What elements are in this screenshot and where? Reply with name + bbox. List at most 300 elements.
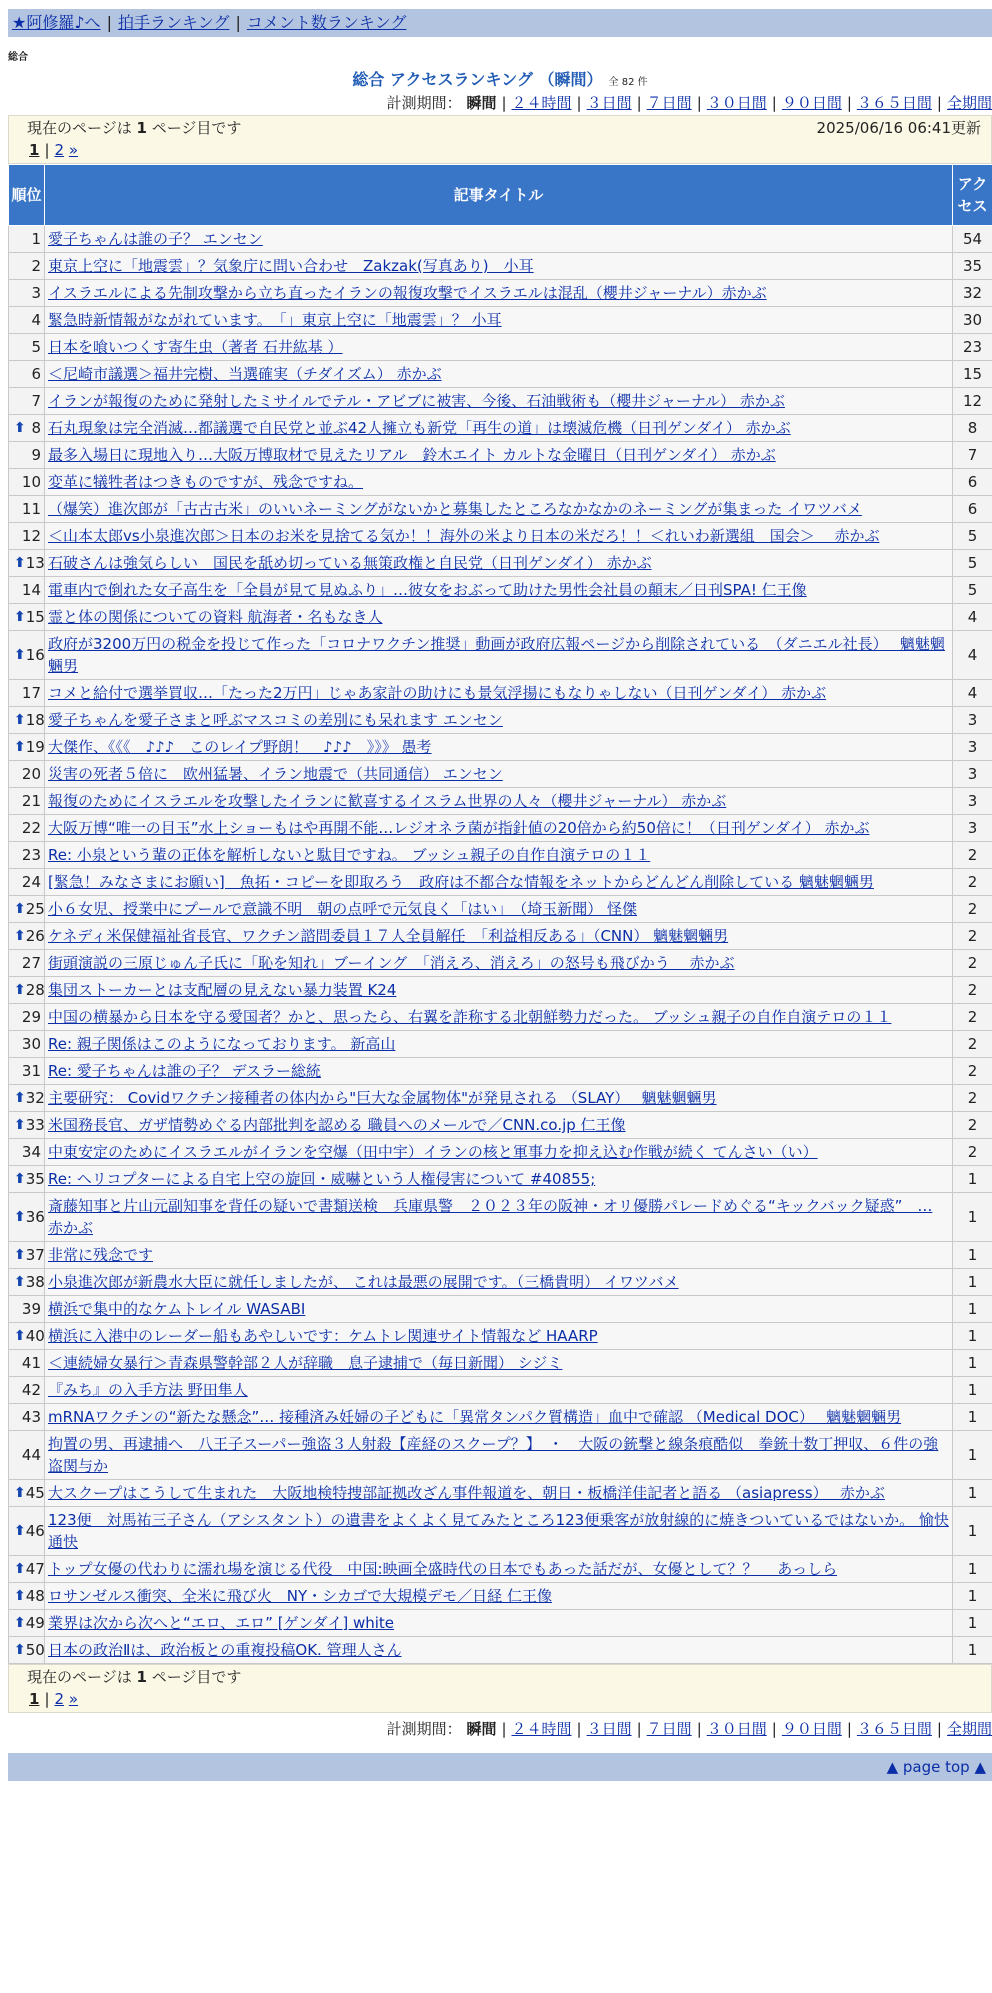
period-90d[interactable]: ９０日間 bbox=[782, 94, 842, 112]
rank-up-arrow-icon: ⬆ bbox=[14, 1168, 26, 1190]
rank-cell bbox=[9, 1004, 45, 1031]
title-cell bbox=[45, 1610, 953, 1637]
period-all[interactable]: 全期間 bbox=[947, 94, 992, 112]
article-title-link[interactable]: 中国の横暴から日本を守る愛国者？かと、思ったら、右翼を詐称する北朝鮮勢力だった。 ブッシュ親子の自作自演テロの１１ bbox=[48, 1008, 891, 1026]
period-all[interactable]: 全期間 bbox=[947, 1720, 992, 1738]
access-count: 4 bbox=[953, 604, 992, 631]
article-title-link[interactable]: 斎藤知事と片山元副知事を背任の疑いで書類送検 兵庫県警 ２０２３年の阪神・オリ優勝パレードめぐる“キックバック疑惑” … 赤かぶ bbox=[48, 1197, 932, 1237]
access-count: 54 bbox=[953, 226, 992, 253]
access-count: 1 bbox=[953, 1556, 992, 1583]
access-count: 12 bbox=[953, 388, 992, 415]
ranking-table bbox=[8, 164, 992, 1664]
access-count: 30 bbox=[953, 307, 992, 334]
period-90d[interactable]: ９０日間 bbox=[782, 1720, 842, 1738]
rank-number: 19 bbox=[26, 738, 45, 756]
article-title-link[interactable]: 災害の死者５倍に 欧州猛暑、イラン地震で（共同通信） エンセン bbox=[48, 765, 503, 783]
rank-up-arrow-icon: ⬆ bbox=[14, 1206, 26, 1228]
page-2-link[interactable]: 2 bbox=[55, 141, 65, 159]
rank-number: 45 bbox=[26, 1484, 45, 1502]
rank-cell bbox=[9, 1193, 45, 1242]
title-cell bbox=[45, 604, 953, 631]
article-title-link[interactable]: ＜山本太郎vs小泉進次郎＞日本のお米を見捨てる気か！！海外の米より日本の米だろ！！＜れいわ新選組 国会＞ 赤かぶ bbox=[48, 527, 879, 545]
article-title-link[interactable]: 集団ストーカーとは支配層の見えない暴力装置 K24 bbox=[48, 981, 396, 999]
period-current: 瞬間 bbox=[466, 94, 496, 112]
title-cell bbox=[45, 415, 953, 442]
footer-bar bbox=[8, 1753, 992, 1781]
rank-number: 25 bbox=[26, 900, 45, 918]
rank-cell bbox=[9, 631, 45, 680]
article-title-link[interactable]: 日本の政治Ⅱは、政治板との重複投稿OK. 管理人さん bbox=[48, 1641, 402, 1659]
title-cell bbox=[45, 550, 953, 577]
rank-number: 15 bbox=[26, 608, 45, 626]
access-count: 2 bbox=[953, 1112, 992, 1139]
article-title-link[interactable]: （爆笑）進次郎が「古古古米」のいいネーミングがないかと募集したところなかなかのネーミングが集まった イワツバメ bbox=[48, 500, 862, 518]
rank-number: 37 bbox=[26, 1246, 45, 1264]
pagination-box-top: 現在のページは 1 ページ目です 2025/06/16 06:41更新 1 | 2 » bbox=[8, 115, 992, 164]
title-cell bbox=[45, 334, 953, 361]
rank-up-arrow-icon: ⬆ bbox=[14, 979, 26, 1001]
article-title-link[interactable]: 電車内で倒れた女子高生を「全員が見て見ぬふり」…彼女をおぶって助けた男性会社員の顛末／日刊SPA! 仁王像 bbox=[48, 581, 807, 599]
rank-cell bbox=[9, 1269, 45, 1296]
title-cell bbox=[45, 1637, 953, 1664]
access-count: 2 bbox=[953, 869, 992, 896]
rank-up-arrow-icon: ⬆ bbox=[14, 417, 26, 439]
access-count: 4 bbox=[953, 631, 992, 680]
rank-up-arrow-icon: ⬆ bbox=[14, 1244, 26, 1266]
rank-cell bbox=[9, 1323, 45, 1350]
rank-cell bbox=[9, 734, 45, 761]
rank-up-arrow-icon: ⬆ bbox=[14, 644, 26, 666]
rank-cell bbox=[9, 1404, 45, 1431]
table-row bbox=[9, 523, 992, 550]
title-cell bbox=[45, 977, 953, 1004]
rank-cell bbox=[9, 1377, 45, 1404]
article-title-link[interactable]: 日本を喰いつくす寄生虫（著者 石井紘基 ） bbox=[48, 338, 343, 356]
rank-number: 18 bbox=[26, 711, 45, 729]
table-row bbox=[9, 388, 992, 415]
rank-number: 49 bbox=[26, 1614, 45, 1632]
article-title-link[interactable]: ＜尼崎市議選＞福井完樹、当選確実（チダイズム） 赤かぶ bbox=[48, 365, 442, 383]
period-3d[interactable]: ３日間 bbox=[587, 1720, 632, 1738]
table-row bbox=[9, 842, 992, 869]
rank-cell bbox=[9, 788, 45, 815]
page-top-link[interactable]: ▲ page top ▲ bbox=[887, 1758, 986, 1776]
period-selector-bottom: 計測期間： 瞬間 | ２４時間 | ３日間 | ７日間 | ３０日間 | ９０日間 | ３６５日間 | 全期間 bbox=[8, 1717, 992, 1741]
article-title-link[interactable]: Re: 親子関係はこのようになっております。 新高山 bbox=[48, 1035, 395, 1053]
period-30d[interactable]: ３０日間 bbox=[707, 1720, 767, 1738]
rank-number: 23 bbox=[22, 846, 41, 864]
access-count: 2 bbox=[953, 1031, 992, 1058]
rank-cell bbox=[9, 1583, 45, 1610]
rank-number: 3 bbox=[31, 284, 41, 302]
table-row bbox=[9, 1004, 992, 1031]
article-title-link[interactable]: 小６女児、授業中にプールで意識不明 朝の点呼で元気良く「はい」 （埼玉新聞） 怪傑 bbox=[48, 900, 637, 918]
rank-cell bbox=[9, 334, 45, 361]
period-current: 瞬間 bbox=[466, 1720, 496, 1738]
table-row bbox=[9, 1242, 992, 1269]
rank-up-arrow-icon: ⬆ bbox=[14, 1114, 26, 1136]
access-count: 35 bbox=[953, 253, 992, 280]
article-title-link[interactable]: 東京上空に「地震雲」？気象庁に問い合わせ Zakzak(写真あり) 小耳 bbox=[48, 257, 534, 275]
title-cell bbox=[45, 1085, 953, 1112]
table-row bbox=[9, 923, 992, 950]
access-count: 1 bbox=[953, 1583, 992, 1610]
period-24h[interactable]: ２４時間 bbox=[512, 1720, 572, 1738]
title-cell bbox=[45, 1193, 953, 1242]
rank-up-arrow-icon: ⬆ bbox=[14, 709, 26, 731]
rank-cell bbox=[9, 577, 45, 604]
article-title-link[interactable]: 米国務長官、ガザ情勢めぐる内部批判を認める 職員へのメールで／CNN.co.jp 仁王像 bbox=[48, 1116, 626, 1134]
table-row bbox=[9, 734, 992, 761]
updated-time: 2025/06/16 06:41更新 bbox=[817, 117, 981, 139]
table-row bbox=[9, 1583, 992, 1610]
nav-link-asyura[interactable]: ★阿修羅♪へ bbox=[12, 13, 101, 32]
rank-cell bbox=[9, 815, 45, 842]
title-cell bbox=[45, 1556, 953, 1583]
rank-number: 13 bbox=[26, 554, 45, 572]
access-count: 1 bbox=[953, 1323, 992, 1350]
next-page-link[interactable]: » bbox=[69, 1690, 78, 1708]
period-label: 計測期間： bbox=[387, 94, 462, 112]
title-cell bbox=[45, 896, 953, 923]
rank-cell bbox=[9, 253, 45, 280]
title-cell bbox=[45, 950, 953, 977]
title-cell bbox=[45, 1242, 953, 1269]
rank-cell bbox=[9, 923, 45, 950]
period-label: 計測期間： bbox=[387, 1720, 462, 1738]
nav-link-applause-ranking[interactable]: 拍手ランキング bbox=[118, 13, 230, 32]
rank-up-arrow-icon: ⬆ bbox=[14, 1325, 26, 1347]
rank-cell bbox=[9, 1480, 45, 1507]
access-count: 1 bbox=[953, 1610, 992, 1637]
article-title-link[interactable]: 緊急時新情報がながれています。 「」東京上空に「地震雲」？ 小耳 bbox=[48, 311, 502, 329]
rank-number: 22 bbox=[22, 819, 41, 837]
ranking-title: 総合 アクセスランキング （瞬間） bbox=[352, 70, 602, 89]
pagination-box-bottom: 現在のページは 1 ページ目です 1 | 2 » bbox=[8, 1664, 992, 1713]
rank-cell bbox=[9, 388, 45, 415]
rank-number: 16 bbox=[26, 646, 45, 664]
period-24h[interactable]: ２４時間 bbox=[512, 94, 572, 112]
article-title-link[interactable]: 愛子ちゃんは誰の子？ エンセン bbox=[48, 230, 263, 248]
article-title-link[interactable]: 石破さんは強気らしい 国民を舐め切っている無策政権と自民党（日刊ゲンダイ） 赤かぶ bbox=[48, 554, 652, 572]
article-title-link[interactable]: 業界は次から次へと“エロ、エロ” [ゲンダイ] white bbox=[48, 1614, 394, 1632]
title-cell bbox=[45, 788, 953, 815]
title-cell bbox=[45, 869, 953, 896]
title-cell bbox=[45, 523, 953, 550]
article-title-link[interactable]: 中東安定のためにイスラエルがイランを空爆（田中宇）イランの核と軍事力を抑え込む作戦が続く てんさい（い） bbox=[48, 1143, 818, 1161]
table-row bbox=[9, 280, 992, 307]
table-row bbox=[9, 896, 992, 923]
access-count: 2 bbox=[953, 1085, 992, 1112]
rank-up-arrow-icon: ⬆ bbox=[14, 736, 26, 758]
access-count: 8 bbox=[953, 415, 992, 442]
access-count: 5 bbox=[953, 577, 992, 604]
next-page-link[interactable]: » bbox=[69, 141, 78, 159]
rank-up-arrow-icon: ⬆ bbox=[14, 1482, 26, 1504]
title-cell bbox=[45, 442, 953, 469]
current-page-text: 現在のページは 1 ページ目です bbox=[27, 117, 241, 139]
article-title-link[interactable]: 最多入場日に現地入り…大阪万博取材で見えたリアル 鈴木エイト カルトな金曜日（日刊ゲンダイ） 赤かぶ bbox=[48, 446, 776, 464]
period-selector-top: 計測期間： 瞬間 | ２４時間 | ３日間 | ７日間 | ３０日間 | ９０日間 | ３６５日間 | 全期間 bbox=[8, 91, 992, 115]
rank-cell bbox=[9, 1556, 45, 1583]
title-cell bbox=[45, 1507, 953, 1556]
rank-number: 48 bbox=[26, 1587, 45, 1605]
access-count: 6 bbox=[953, 469, 992, 496]
access-count: 1 bbox=[953, 1637, 992, 1664]
access-count: 2 bbox=[953, 842, 992, 869]
rank-number: 42 bbox=[22, 1381, 41, 1399]
title-cell bbox=[45, 761, 953, 788]
table-row bbox=[9, 361, 992, 388]
table-row bbox=[9, 307, 992, 334]
article-title-link[interactable]: 変革に犠牲者はつきものですが、残念ですね。 bbox=[48, 473, 363, 491]
title-cell bbox=[45, 1139, 953, 1166]
rank-number: 6 bbox=[31, 365, 41, 383]
page-2-link[interactable]: 2 bbox=[55, 1690, 65, 1708]
current-page-text: 現在のページは 1 ページ目です bbox=[27, 1666, 241, 1688]
rank-cell bbox=[9, 550, 45, 577]
access-count: 23 bbox=[953, 334, 992, 361]
rank-cell bbox=[9, 1058, 45, 1085]
article-title-link[interactable]: 愛子ちゃんを愛子さまと呼ぶマスコミの差別にも呆れます エンセン bbox=[48, 711, 503, 729]
table-row bbox=[9, 1480, 992, 1507]
rank-number: 4 bbox=[31, 311, 41, 329]
header-access: アクセス bbox=[953, 165, 992, 226]
article-title-link[interactable]: 大スクープはこうして生まれた 大阪地検特捜部証拠改ざん事件報道を、朝日・板橋洋佳記者と語る （asiapress） 赤かぶ bbox=[48, 1484, 885, 1502]
title-cell bbox=[45, 1404, 953, 1431]
access-count: 4 bbox=[953, 680, 992, 707]
access-count: 6 bbox=[953, 496, 992, 523]
rank-cell bbox=[9, 1610, 45, 1637]
table-row bbox=[9, 550, 992, 577]
title-cell bbox=[45, 388, 953, 415]
rank-number: 31 bbox=[22, 1062, 41, 1080]
table-row bbox=[9, 869, 992, 896]
rank-up-arrow-icon: ⬆ bbox=[14, 606, 26, 628]
rank-cell bbox=[9, 680, 45, 707]
rank-cell bbox=[9, 1166, 45, 1193]
access-count: 15 bbox=[953, 361, 992, 388]
table-row bbox=[9, 1350, 992, 1377]
table-row bbox=[9, 1031, 992, 1058]
title-cell bbox=[45, 577, 953, 604]
page bbox=[8, 9, 992, 1781]
rank-up-arrow-icon: ⬆ bbox=[14, 1520, 26, 1542]
category-label: 総合 bbox=[8, 51, 992, 65]
rank-number: 41 bbox=[22, 1354, 41, 1372]
rank-cell bbox=[9, 523, 45, 550]
article-title-link[interactable]: ＜連続婦女暴行＞青森県警幹部２人が辞職 息子逮捕で（毎日新聞） シジミ bbox=[48, 1354, 562, 1372]
title-cell bbox=[45, 469, 953, 496]
rank-cell bbox=[9, 307, 45, 334]
title-cell bbox=[45, 842, 953, 869]
table-row bbox=[9, 604, 992, 631]
table-row bbox=[9, 631, 992, 680]
rank-number: 7 bbox=[31, 392, 41, 410]
table-row bbox=[9, 950, 992, 977]
title-cell bbox=[45, 1480, 953, 1507]
period-30d[interactable]: ３０日間 bbox=[707, 94, 767, 112]
title-cell bbox=[45, 734, 953, 761]
rank-cell bbox=[9, 977, 45, 1004]
table-row bbox=[9, 1610, 992, 1637]
table-row bbox=[9, 1637, 992, 1664]
rank-number: 14 bbox=[22, 581, 41, 599]
access-count: 2 bbox=[953, 1058, 992, 1085]
rank-number: 5 bbox=[31, 338, 41, 356]
article-title-link[interactable]: 拘置の男、再逮捕へ 八王子スーパー強盗３人射殺【産経のスクープ？】 ・ 大阪の銃撃と線条痕酷似 拳銃十数丁押収、６件の強盗関与か bbox=[48, 1435, 938, 1475]
article-title-link[interactable]: 大傑作、《《《 ♪♪♪ このレイプ野朗！ ♪♪♪ 》》》 愚考 bbox=[48, 738, 432, 756]
access-count: 1 bbox=[953, 1431, 992, 1480]
rank-number: 38 bbox=[26, 1273, 45, 1291]
title-cell bbox=[45, 1431, 953, 1480]
table-row bbox=[9, 1431, 992, 1480]
access-count: 7 bbox=[953, 442, 992, 469]
rank-cell bbox=[9, 604, 45, 631]
table-row bbox=[9, 334, 992, 361]
article-title-link[interactable]: 大阪万博“唯一の目玉”水上ショーもはや再開不能…レジオネラ菌が指針値の20倍から約50倍に！（日刊ゲンダイ） 赤かぶ bbox=[48, 819, 869, 837]
rank-cell bbox=[9, 950, 45, 977]
article-title-link[interactable]: 横浜で集中的なケムトレイル WASABI bbox=[48, 1300, 305, 1318]
access-count: 2 bbox=[953, 1139, 992, 1166]
table-row bbox=[9, 469, 992, 496]
table-row bbox=[9, 496, 992, 523]
table-row bbox=[9, 442, 992, 469]
page-1: 1 bbox=[29, 1690, 39, 1708]
article-title-link[interactable]: 報復のためにイスラエルを攻撃したイランに歓喜するイスラム世界の人々（櫻井ジャーナル） 赤かぶ bbox=[48, 792, 726, 810]
rank-cell bbox=[9, 496, 45, 523]
title-cell bbox=[45, 815, 953, 842]
table-row bbox=[9, 1556, 992, 1583]
title-cell bbox=[45, 1350, 953, 1377]
table-row bbox=[9, 1193, 992, 1242]
rank-number: 39 bbox=[22, 1300, 41, 1318]
access-count: 3 bbox=[953, 761, 992, 788]
access-count: 1 bbox=[953, 1269, 992, 1296]
access-count: 1 bbox=[953, 1404, 992, 1431]
title-cell bbox=[45, 307, 953, 334]
article-title-link[interactable]: [緊急！みなさまにお願い] 魚拓・コピーを即取ろう 政府は不都合な情報をネットからどんどん削除している 魑魅魍魎男 bbox=[48, 873, 874, 891]
access-count: 2 bbox=[953, 977, 992, 1004]
rank-cell bbox=[9, 226, 45, 253]
access-count: 2 bbox=[953, 896, 992, 923]
access-count: 2 bbox=[953, 950, 992, 977]
rank-up-arrow-icon: ⬆ bbox=[14, 1558, 26, 1580]
rank-number: 17 bbox=[22, 684, 41, 702]
access-count: 5 bbox=[953, 523, 992, 550]
article-title-link[interactable]: 123便 対馬祐三子さん（アシスタント）の遺書をよくよく見てみたところ123便乗客が放射線的に焼きついているではないか。 愉快通快 bbox=[48, 1511, 949, 1551]
access-count: 1 bbox=[953, 1193, 992, 1242]
nav-separator: | bbox=[107, 13, 112, 32]
period-365d[interactable]: ３６５日間 bbox=[857, 1720, 932, 1738]
article-title-link[interactable]: 『みち』の入手方法 野田隼人 bbox=[48, 1381, 248, 1399]
table-row bbox=[9, 226, 992, 253]
table-row bbox=[9, 977, 992, 1004]
article-title-link[interactable]: Re: ヘリコプターによる自宅上空の旋回・威嚇という人権侵害について #40855; bbox=[48, 1170, 595, 1188]
rank-cell bbox=[9, 1507, 45, 1556]
header-title: 記事タイトル bbox=[45, 165, 953, 226]
rank-cell bbox=[9, 442, 45, 469]
period-7d[interactable]: ７日間 bbox=[647, 1720, 692, 1738]
article-title-link[interactable]: 霊と体の関係についての資料 航海者・名もなき人 bbox=[48, 608, 382, 626]
article-title-link[interactable]: 街頭演説の三原じゅん子氏に「恥を知れ」ブーイング 「消えろ、消えろ」の怒号も飛びかう 赤かぶ bbox=[48, 954, 735, 972]
table-row bbox=[9, 1323, 992, 1350]
article-title-link[interactable]: 小泉進次郎が新農水大臣に就任しましたが、 これは最悪の展開です。（三橋貴明） イワツバメ bbox=[48, 1273, 679, 1291]
period-7d[interactable]: ７日間 bbox=[647, 94, 692, 112]
access-count: 3 bbox=[953, 734, 992, 761]
rank-up-arrow-icon: ⬆ bbox=[14, 1639, 26, 1661]
article-title-link[interactable]: イスラエルによる先制攻撃から立ち直ったイランの報復攻撃でイスラエルは混乱（櫻井ジャーナル）赤かぶ bbox=[48, 284, 767, 302]
table-row bbox=[9, 707, 992, 734]
period-365d[interactable]: ３６５日間 bbox=[857, 94, 932, 112]
rank-cell bbox=[9, 1031, 45, 1058]
total-count: 全 82 件 bbox=[609, 77, 648, 88]
rank-up-arrow-icon: ⬆ bbox=[14, 898, 26, 920]
article-title-link[interactable]: 横浜に入港中のレーダー船もあやしいです：ケムトレ関連サイト情報など HAARP bbox=[48, 1327, 598, 1345]
rank-cell bbox=[9, 469, 45, 496]
table-row bbox=[9, 577, 992, 604]
article-title-link[interactable]: ケネディ米保健福祉省長官、ワクチン諮問委員１７人全員解任 「利益相反ある」（CNN） 魑魅魍魎男 bbox=[48, 927, 728, 945]
table-row bbox=[9, 253, 992, 280]
title-cell bbox=[45, 1031, 953, 1058]
title-cell bbox=[45, 923, 953, 950]
article-title-link[interactable]: 非常に残念です bbox=[48, 1246, 153, 1264]
article-title-link[interactable]: トップ女優の代わりに濡れ場を演じる代役 中国:映画全盛時代の日本でもあった話だが、女優として？？ あっしら bbox=[48, 1560, 837, 1578]
rank-number: 10 bbox=[22, 473, 41, 491]
rank-number: 30 bbox=[22, 1035, 41, 1053]
table-row bbox=[9, 680, 992, 707]
rank-number: 47 bbox=[26, 1560, 45, 1578]
rank-number: 32 bbox=[26, 1089, 45, 1107]
rank-up-arrow-icon: ⬆ bbox=[14, 1585, 26, 1607]
access-count: 5 bbox=[953, 550, 992, 577]
rank-number: 20 bbox=[22, 765, 41, 783]
article-title-link[interactable]: コメと給付で選挙買収…「たった2万円」じゃあ家計の助けにも景気浮揚にもなりゃしない（日刊ゲンダイ） 赤かぶ bbox=[48, 684, 826, 702]
period-3d[interactable]: ３日間 bbox=[587, 94, 632, 112]
article-title-link[interactable]: Re: 小泉という輩の正体を解析しないと駄目ですね。 ブッシュ親子の自作自演テロの１１ bbox=[48, 846, 650, 864]
article-title-link[interactable]: 石丸現象は完全消滅…都議選で自民党と並ぶ42人擁立も新党「再生の道」は壊滅危機（日刊ゲンダイ） 赤かぶ bbox=[48, 419, 791, 437]
article-title-link[interactable]: イランが報復のために発射したミサイルでテル・アビブに被害、今後、石油戦術も（櫻井ジャーナル） 赤かぶ bbox=[48, 392, 785, 410]
article-title-link[interactable]: 主要研究： Covidワクチン接種者の体内から"巨大な金属物体"が発見される （SLAY） 魑魅魍魎男 bbox=[48, 1089, 717, 1107]
title-cell bbox=[45, 361, 953, 388]
rank-cell bbox=[9, 1431, 45, 1480]
rank-cell bbox=[9, 1242, 45, 1269]
access-count: 1 bbox=[953, 1350, 992, 1377]
rank-number: 35 bbox=[26, 1170, 45, 1188]
table-row bbox=[9, 1166, 992, 1193]
rank-cell bbox=[9, 1350, 45, 1377]
title-cell bbox=[45, 1004, 953, 1031]
title-cell bbox=[45, 1058, 953, 1085]
rank-up-arrow-icon: ⬆ bbox=[14, 1087, 26, 1109]
table-row bbox=[9, 788, 992, 815]
rank-number: 26 bbox=[26, 927, 45, 945]
access-count: 2 bbox=[953, 923, 992, 950]
table-row bbox=[9, 1377, 992, 1404]
table-row bbox=[9, 1112, 992, 1139]
title-cell bbox=[45, 631, 953, 680]
article-title-link[interactable]: 政府が3200万円の税金を投じて作った「コロナワクチン推奨」動画が政府広報ページから削除されている （ダニエル社長） 魑魅魍魎男 bbox=[48, 635, 945, 675]
header-rank: 順位 bbox=[9, 165, 45, 226]
table-row bbox=[9, 1058, 992, 1085]
article-title-link[interactable]: mRNAワクチンの“新たな懸念”… 接種済み妊婦の子どもに「異常タンパク質構造」血中で確認 （Medical DOC） 魑魅魍魎男 bbox=[48, 1408, 901, 1426]
nav-link-comment-ranking[interactable]: コメント数ランキング bbox=[247, 13, 407, 32]
article-title-link[interactable]: ロサンゼルス衝突、全米に飛び火 NY・シカゴで大規模デモ／日経 仁王像 bbox=[48, 1587, 552, 1605]
rank-cell bbox=[9, 1637, 45, 1664]
rank-cell bbox=[9, 1296, 45, 1323]
article-title-link[interactable]: Re: 愛子ちゃんは誰の子？ デスラー総統 bbox=[48, 1062, 321, 1080]
rank-number: 33 bbox=[26, 1116, 45, 1134]
